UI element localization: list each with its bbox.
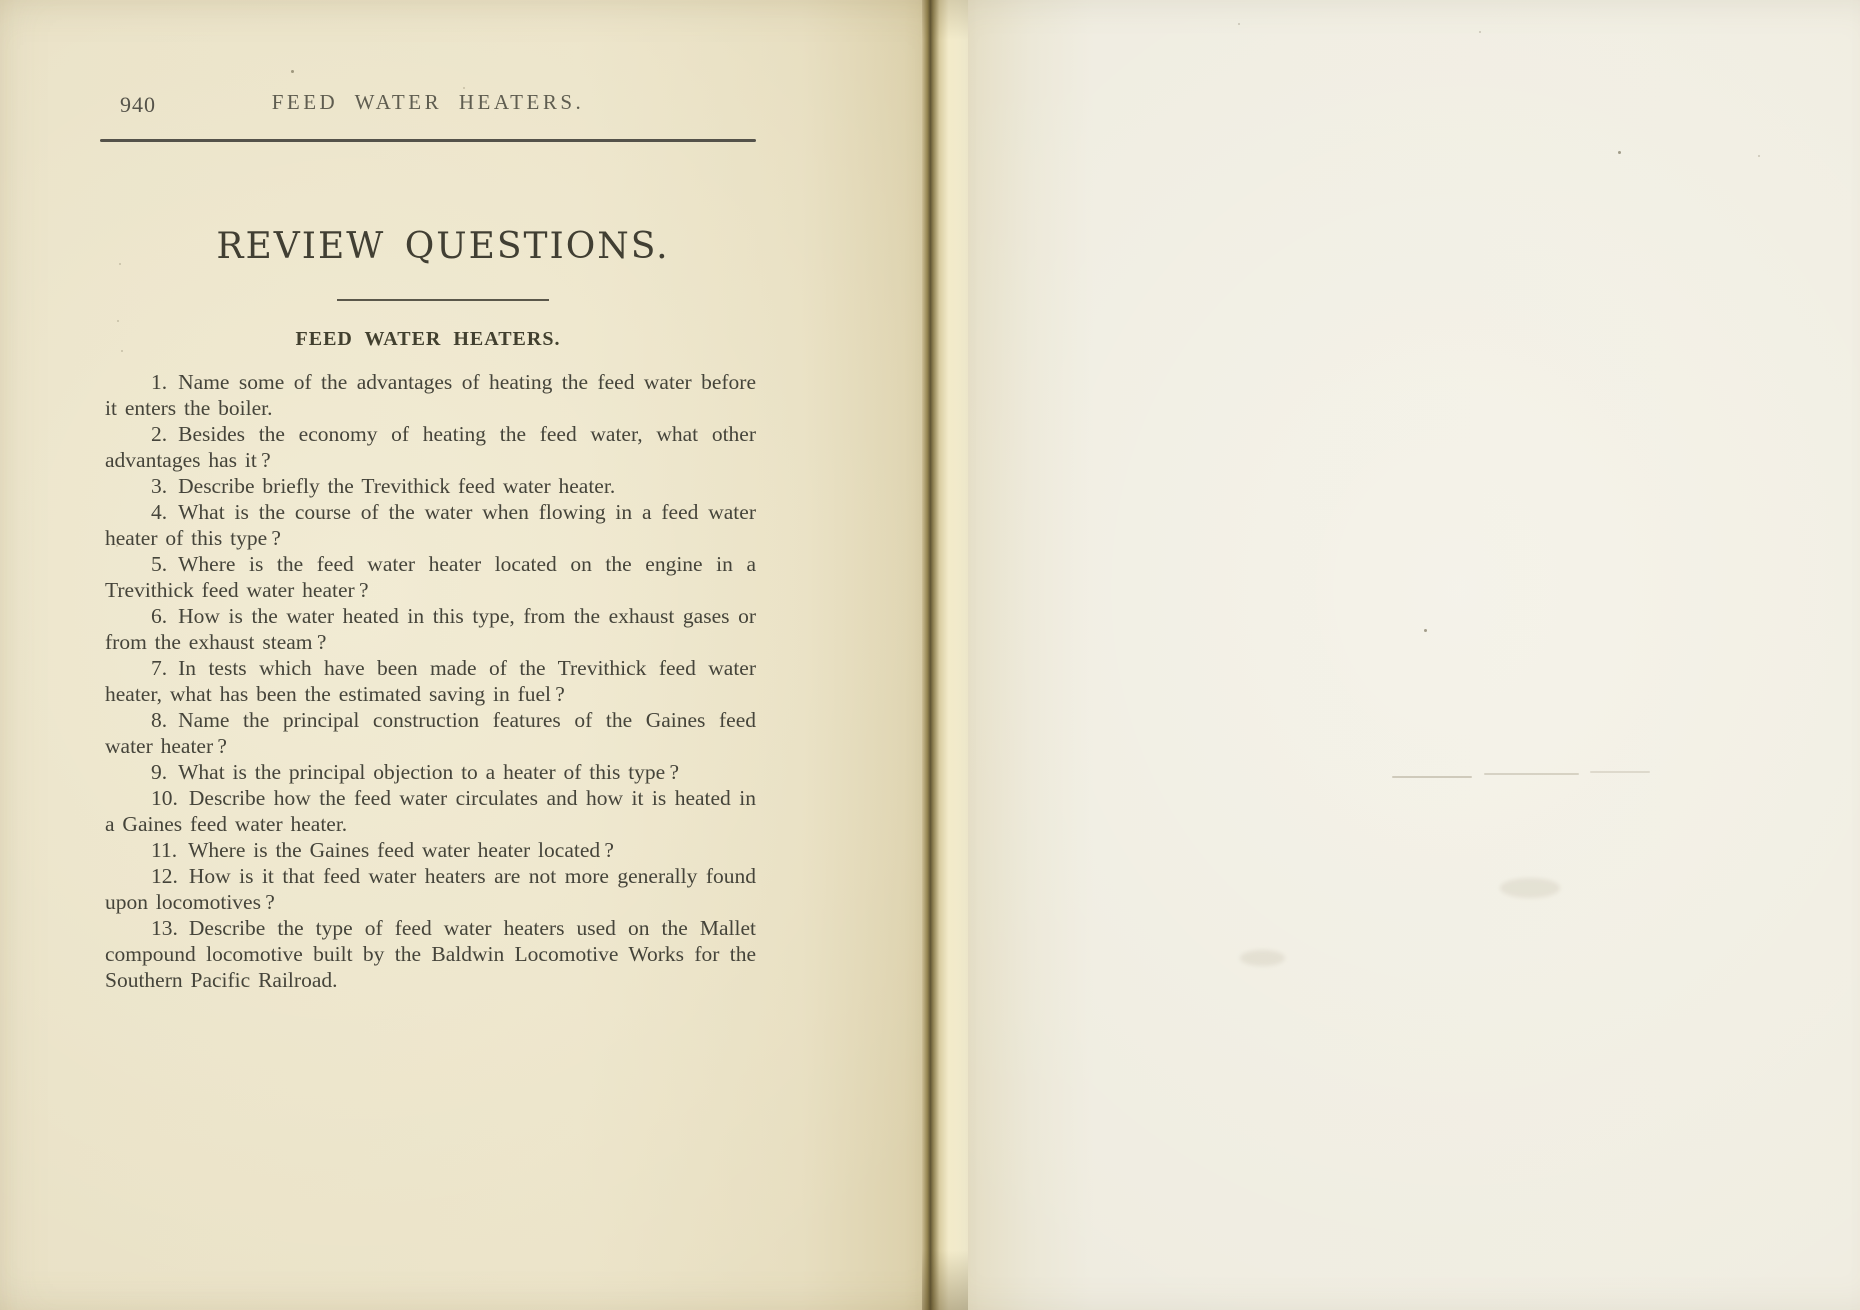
scan-scratch [1484, 773, 1579, 775]
paper-speck [1238, 23, 1240, 25]
question-number: 10. [151, 786, 178, 810]
scan-scratch [1392, 776, 1472, 778]
question-item [105, 369, 756, 421]
question-number: 4. [151, 500, 168, 524]
paper-speck [117, 320, 119, 322]
question-item [105, 915, 756, 993]
question-number: 2. [151, 422, 168, 446]
question-text: How is the water heated in this type, from the exhaust gases or from the exhaust steam ? [105, 604, 756, 654]
question-item [105, 785, 756, 837]
paper-speck [119, 263, 121, 265]
question-number: 3. [151, 474, 168, 498]
question-text: Where is the feed water heater located on the engine in a Trevithick feed water heater ? [105, 552, 756, 602]
question-number: 11. [151, 838, 178, 862]
paper-speck [1479, 31, 1481, 33]
title-divider-rule [337, 299, 549, 301]
question-text: What is the course of the water when flowing in a feed water heater of this type ? [105, 500, 756, 550]
question-text: What is the principal objection to a heater of this type ? [178, 760, 680, 784]
question-number: 12. [151, 864, 178, 888]
scan-scratch [1590, 771, 1650, 773]
question-number: 13. [151, 916, 178, 940]
question-list [105, 369, 756, 993]
question-item [105, 603, 756, 655]
paper-speck [463, 87, 465, 89]
question-number: 5. [151, 552, 168, 576]
right-page-blank [968, 0, 1860, 1310]
paper-speck [1424, 629, 1427, 632]
section-heading: FEED WATER HEATERS. [295, 328, 561, 350]
chapter-title: REVIEW QUESTIONS. [216, 226, 670, 267]
question-text: How is it that feed water heaters are not more generally found upon locomotives ? [105, 864, 756, 914]
question-text: Name some of the advantages of heating the feed water before it enters the boiler. [105, 370, 756, 420]
running-head: FEED WATER HEATERS. [271, 90, 585, 114]
paper-speck [291, 70, 294, 73]
paper-smudge [1240, 950, 1285, 966]
question-number: 7. [151, 656, 168, 680]
question-item [105, 473, 756, 499]
question-item [105, 837, 756, 863]
question-item [105, 421, 756, 473]
paper-speck [1758, 155, 1760, 157]
question-text: Where is the Gaines feed water heater located ? [188, 838, 614, 862]
paper-smudge [1500, 878, 1560, 898]
question-item [105, 863, 756, 915]
paper-speck [121, 350, 123, 352]
header-rule [100, 139, 756, 142]
question-text: Describe how the feed water circulates and how it is heated in a Gaines feed water heater. [105, 786, 756, 836]
question-item [105, 551, 756, 603]
question-item [105, 655, 756, 707]
question-text: Besides the economy of heating the feed water, what other advantages has it ? [105, 422, 756, 472]
question-text: Describe the type of feed water heaters used on the Mallet compound locomotive built by the Baldwin Locomotive Works for the Southern Pacific Railroad. [105, 916, 756, 992]
question-number: 8. [151, 708, 168, 732]
question-item [105, 707, 756, 759]
question-text: In tests which have been made of the Trevithick feed water heater, what has been the estimated saving in fuel ? [105, 656, 756, 706]
question-text: Name the principal construction features of the Gaines feed water heater ? [105, 708, 756, 758]
question-item [105, 499, 756, 551]
paper-speck [1618, 151, 1621, 154]
page-number: 940 [120, 92, 156, 117]
question-number: 6. [151, 604, 168, 628]
question-item [105, 759, 756, 785]
question-number: 1. [151, 370, 168, 394]
question-number: 9. [151, 760, 168, 784]
book-gutter [922, 0, 968, 1310]
paper-speck [116, 545, 118, 547]
question-text: Describe briefly the Trevithick feed water heater. [178, 474, 616, 498]
page-header [100, 90, 756, 124]
